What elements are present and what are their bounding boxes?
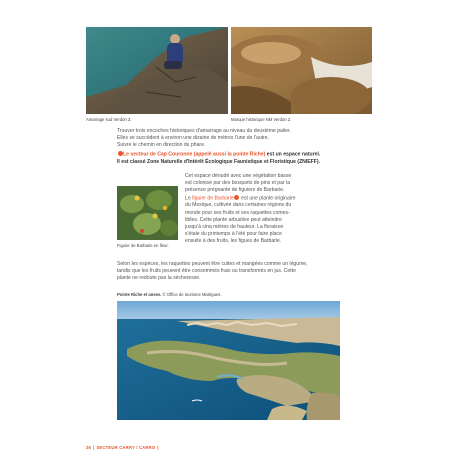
caption-photo-right: Marque historique NM Verdon 2. (231, 117, 292, 122)
figuier-line: ensuite à des fruits, les figues de Barbarie. (185, 238, 282, 245)
vegetation-paragraph (185, 173, 370, 246)
intro-line-1: Trouver trois encoches historiques d'amarrage au niveau du deuxième palier. (117, 128, 291, 134)
footer-separator: | (93, 445, 95, 450)
figuier-line: s'étale du printemps à l'été pour faire place (185, 231, 282, 238)
figuier-highlight: figuier de Barbarie (192, 195, 234, 202)
veg-line: présence prégnante de figuiers de Barbarie. (185, 187, 285, 194)
caption-aerial-bold: Pointe Riche et anses. (117, 292, 162, 297)
section-title: SECTEUR CARRY / CARRO (96, 445, 156, 450)
marker-icon (118, 151, 123, 156)
caption-aerial (117, 292, 222, 297)
sector-rest: est un espace naturel. (265, 151, 321, 158)
caption-photo-left: Amarrage sud Verdon 3. (86, 117, 132, 122)
photo-diver-rocks (86, 27, 228, 114)
page-footer (86, 445, 161, 450)
photo-historic-mark (231, 27, 372, 114)
closing-paragraph (117, 261, 372, 283)
intro-line-2: Elles se succèdent à environ une dizaine de mètres l'une de l'autre. (117, 135, 270, 142)
figuier-suffix: est une plante originaire (239, 195, 296, 202)
page-number: 26 (86, 445, 92, 450)
intro-paragraph (117, 128, 377, 150)
figuier-line: jusqu'à cinq mètres de hauteur. La floraison (185, 223, 284, 230)
photo-figuier (117, 186, 178, 240)
marker-icon (234, 195, 239, 200)
figuier-prefix: Le (185, 195, 193, 202)
footer-separator-end: | (157, 445, 159, 450)
caption-figuier: Figuier de Barbarie en fleur. (117, 243, 169, 248)
sector-line-2: Il est classé Zone Naturelle d'Intérêt Écologique Faunistique et Floristique (ZNIEFF). (117, 158, 321, 165)
caption-aerial-credit: © Office de tourisme Martigues. (162, 292, 222, 297)
closing-line: Selon les espèces, les raquettes peuvent être cuites et mangées comme un légume, (117, 261, 308, 267)
figuier-line: monde pour ses fruits et ses raquettes comes- (185, 209, 290, 216)
sector-paragraph (117, 151, 377, 166)
figuier-line: tibles. Cette plante arbustive peut atteindre (185, 216, 282, 223)
intro-line-3: Suivre le chemin en direction du phare. (117, 142, 206, 149)
veg-line: Cet espace dénudé avec une végétation basse (185, 173, 292, 179)
closing-line: plante ne redoute pas la sécheresse. (117, 275, 201, 282)
figuier-line: du Mexique, cultivée dans certaines régions du (185, 202, 292, 209)
veg-line: est colonisé par des bosquets de pins et par la (185, 180, 291, 187)
photo-aerial-coast (117, 301, 340, 420)
sector-highlight: Le secteur de Cap Couronne (appelé aussi la pointe Riche) (123, 151, 266, 158)
closing-line: tandis que les fruits peuvent être consommés frais ou transformés en jus. Cette (117, 268, 296, 275)
